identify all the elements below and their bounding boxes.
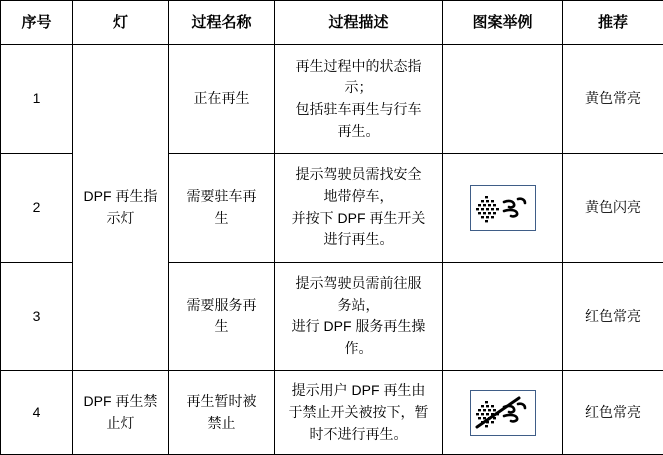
cell-icon-example — [443, 371, 563, 455]
cell-icon-example-empty — [443, 45, 563, 154]
cell-lamp — [73, 371, 169, 455]
column-header-process-description: 过程描述 — [275, 1, 443, 45]
process-line: 需要驻车再 — [186, 187, 257, 204]
cell-index: 4 — [1, 371, 73, 455]
desc-line: 再生过程中的状态指 — [295, 57, 422, 74]
lamp-line: DPF 再生指 — [83, 187, 158, 204]
cell-icon-example-empty — [443, 262, 563, 371]
cell-process-name — [169, 153, 275, 262]
cell-process-description — [275, 45, 443, 154]
desc-line: 再生。 — [337, 122, 380, 139]
desc-line: 并按下 DPF 再生开关 — [291, 209, 426, 226]
cell-recommendation: 红色常亮 — [563, 371, 663, 455]
desc-line: 时不进行再生。 — [309, 425, 408, 442]
desc-line: 进行 DPF 服务再生操 — [291, 318, 426, 335]
column-header-lamp: 灯 — [73, 1, 169, 45]
column-header-recommendation: 推荐 — [563, 1, 663, 45]
desc-line: 示； — [344, 79, 373, 96]
cell-index: 2 — [1, 153, 73, 262]
cell-process-name — [169, 45, 275, 154]
cell-recommendation: 黄色闪亮 — [563, 153, 663, 262]
table-row — [1, 371, 663, 455]
process-line: 禁止 — [207, 414, 236, 431]
column-header-icon-example: 图案举例 — [443, 1, 563, 45]
table-header-row — [1, 1, 663, 45]
process-line: 生 — [214, 209, 229, 226]
process-line: 再生暂时被 — [186, 392, 257, 409]
column-header-index: 序号 — [1, 1, 73, 45]
icon-container — [448, 157, 557, 259]
cell-recommendation: 红色常亮 — [563, 262, 663, 371]
desc-line: 提示驾驶员需找安全 — [295, 166, 422, 183]
cell-index: 3 — [1, 262, 73, 371]
desc-line: 务站， — [337, 296, 380, 313]
lamp-line: 示灯 — [106, 209, 135, 226]
desc-line: 作。 — [344, 340, 373, 357]
process-line: 生 — [214, 318, 229, 335]
cell-lamp — [73, 45, 169, 371]
desc-line: 地带停车， — [323, 187, 394, 204]
desc-line: 包括驻车再生与行车 — [295, 100, 422, 117]
lamp-line: 止灯 — [106, 414, 135, 431]
cell-process-description — [275, 153, 443, 262]
cell-icon-example — [443, 153, 563, 262]
cell-recommendation: 黄色常亮 — [563, 45, 663, 154]
table-row — [1, 45, 663, 154]
desc-line: 提示用户 DPF 再生由 — [291, 382, 426, 399]
cell-index: 1 — [1, 45, 73, 154]
cell-process-name — [169, 371, 275, 455]
process-line: 需要服务再 — [186, 296, 257, 313]
desc-line: 提示驾驶员需前往服 — [295, 275, 422, 292]
desc-line: 进行再生。 — [323, 231, 394, 248]
icon-container — [448, 374, 557, 451]
cell-process-description — [275, 371, 443, 455]
dpf-regeneration-icon — [470, 185, 536, 231]
desc-line: 于禁止开关被按下，暂 — [288, 403, 429, 420]
cell-process-name — [169, 262, 275, 371]
column-header-process-name: 过程名称 — [169, 1, 275, 45]
lamp-line: DPF 再生禁 — [83, 392, 158, 409]
cell-process-description — [275, 262, 443, 371]
dpf-regeneration-inhibit-icon — [470, 390, 536, 436]
process-line: 正在再生 — [193, 90, 250, 107]
